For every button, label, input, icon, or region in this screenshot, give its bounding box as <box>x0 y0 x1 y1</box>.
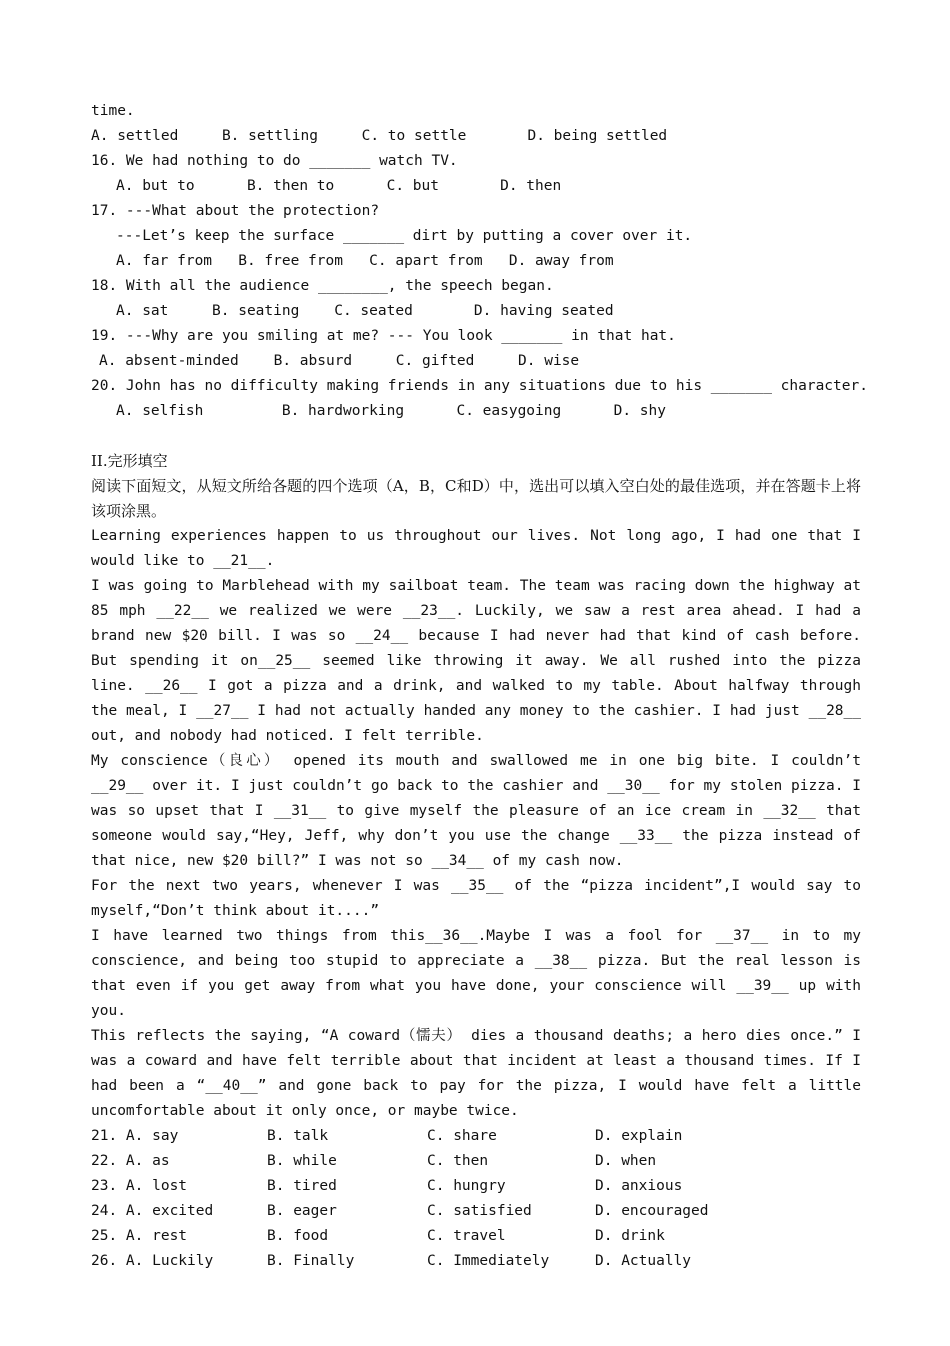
passage-p6: This reflects the saying, “A coward（懦夫） dies a thousand deaths; a hero dies once.” I was a coward and have felt terrible about that incident at least a thousand times. If I had been a “__40__” and gone back to pay for the pizza, I would have felt a little uncomfortable about it only once, or maybe twice. <box>91 1028 861 1119</box>
q15-tail: time. <box>91 103 135 119</box>
q18-options: A. sat B. seating C. seated D. having seated <box>116 303 614 319</box>
passage-p5: I have learned two things from this__36__.Maybe I was a fool for __37__ in to my conscience, and being too stupid to appreciate a __38__ pizza. But the real lesson is that even if you get away from what you have done, your conscience will __39__ up with you. <box>91 928 861 1019</box>
instructions: 阅读下面短文，从短文所给各题的四个选项（A，B，C和D）中，选出可以填入空白处的最佳选项，并在答题卡上将该项涂黑。 <box>91 477 861 520</box>
answer-row: 24. A. excited B. eager C. satisfied D. encouraged <box>91 1203 709 1219</box>
passage-p4: For the next two years, whenever I was __35__ of the “pizza incident”,I would say to myself,“Don’t think about it....” <box>91 878 861 919</box>
q17-options: A. far from B. free from C. apart from D. away from <box>116 253 614 269</box>
answer-row: 25. A. rest B. food C. travel D. drink <box>91 1228 665 1244</box>
passage-p3: My conscience（良心） opened its mouth and swallowed me in one big bite. I couldn’t __29__ over it. I just couldn’t go back to the cashier and __30__ for my stolen pizza. I was so upset that I __31__ to give myself the pleasure of an ice cream in __32__ that someone would say,“Hey, Jeff, why don’t you use the change __33__ the pizza instead of that nice, new $20 bill?” I was not so __34__ of my cash now. <box>91 753 861 869</box>
q18: 18. With all the audience ________, the speech began. <box>91 278 554 294</box>
q15-options: A. settled B. settling C. to settle D. being settled <box>91 128 668 144</box>
q17-response: ---Let’s keep the surface _______ dirt by putting a cover over it. <box>116 228 693 244</box>
q16: 16. We had nothing to do _______ watch TV. <box>91 153 458 169</box>
passage-p2: I was going to Marblehead with my sailboat team. The team was racing down the highway at 85 mph __22__ we realized we were __23__. Luckily, we saw a rest area ahead. I had a brand new $20 bill. I was so __24__ because I had never had that kind of cash before. But spending it on__25__ seemed like throwing it away. We all rushed into the pizza line. __26__ I got a pizza and a drink, and walked to my table. About halfway through the meal, I __27__ I had not actually handed any money to the cashier. I had just __28__ out, and nobody had noticed. I felt terrible. <box>91 578 861 744</box>
q16-options: A. but to B. then to C. but D. then <box>116 178 562 194</box>
q19-options: A. absent-minded B. absurd C. gifted D. wise <box>99 353 580 369</box>
exam-page <box>91 99 868 1274</box>
passage-p1: Learning experiences happen to us throughout our lives. Not long ago, I had one that I would like to __21__. <box>91 528 861 569</box>
answer-row: 23. A. lost B. tired C. hungry D. anxious <box>91 1178 683 1194</box>
q17: 17. ---What about the protection? <box>91 203 380 219</box>
answer-row: 26. A. Luckily B. Finally C. Immediately D. Actually <box>91 1253 692 1269</box>
q19: 19. ---Why are you smiling at me? --- You look _______ in that hat. <box>91 328 676 344</box>
section-title: II.完形填空 <box>91 452 168 470</box>
answer-row: 21. A. say B. talk C. share D. explain <box>91 1128 683 1144</box>
answer-options-list <box>91 1124 861 1274</box>
q20-options: A. selfish B. hardworking C. easygoing D. shy <box>116 403 666 419</box>
q20: 20. John has no difficulty making friends in any situations due to his _______ character. <box>91 378 868 394</box>
answer-row: 22. A. as B. while C. then D. when <box>91 1153 657 1169</box>
